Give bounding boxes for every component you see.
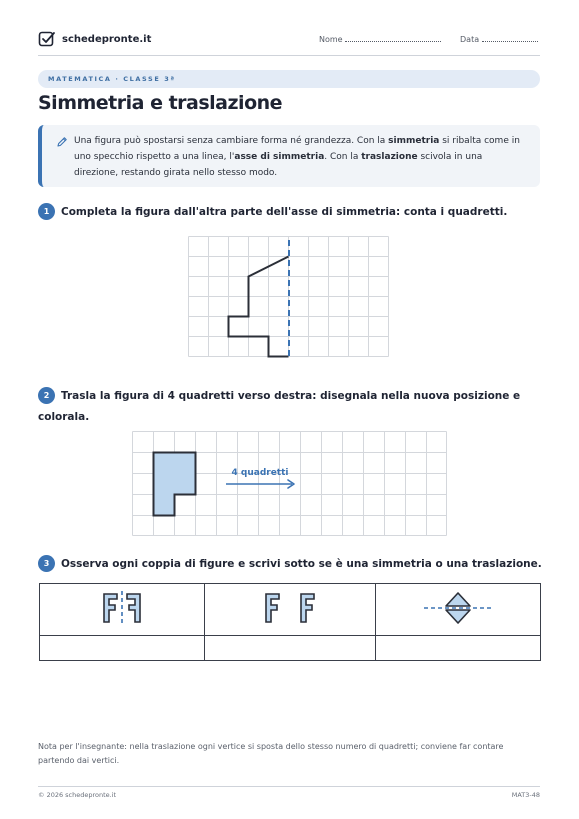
intro-text-2: si ribalta come in uno specchio rispetto a una linea, l': [74, 136, 520, 162]
question-text: Completa la figura dall'altra parte dell'asse di simmetria: conta i quadretti.: [61, 206, 508, 218]
brand-name: schedepronte.it: [62, 33, 152, 45]
translation-grid[interactable]: [132, 431, 448, 537]
page-header: [38, 30, 540, 56]
date-field[interactable]: [460, 35, 538, 44]
question-number: 3: [38, 555, 55, 572]
intro-bold-asse: asse di simmetria: [234, 152, 325, 162]
pair-3-cell: [376, 584, 541, 636]
subject-bar: MATEMATICA · CLASSE 3ª: [38, 70, 540, 88]
translated-f-pair: [255, 588, 325, 628]
question-1: [38, 202, 543, 223]
intro-text-4: scivola in una direzione, restando girata nello stesso modo.: [74, 152, 483, 178]
pencil-icon: [56, 136, 68, 148]
question-number: 1: [38, 203, 55, 220]
checkbox-icon: [38, 30, 56, 48]
comparison-table: [39, 583, 541, 661]
name-label: Nome: [319, 35, 343, 44]
pair-2-cell: [205, 584, 376, 636]
intro-text-3: . Con la: [324, 152, 362, 162]
question-3: [38, 554, 543, 575]
page-title: Simmetria e traslazione: [38, 92, 283, 114]
date-label: Data: [460, 35, 480, 44]
answer-cell-3[interactable]: [376, 636, 541, 661]
brand-logo: [38, 30, 151, 48]
copyright: © 2026 schedepronte.it: [38, 791, 117, 799]
question-number: 2: [38, 387, 55, 404]
intro-bold-traslazione: traslazione: [361, 152, 418, 162]
name-blank[interactable]: [345, 35, 441, 42]
intro-bold-simmetria: simmetria: [388, 136, 440, 146]
mirror-triangle-pair: [418, 588, 498, 628]
teacher-note: Nota per l'insegnante: nella traslazione ogni vertice si sposta dello stesso numero di quadretti; conviene far contare partendo dai vertici.: [38, 742, 504, 765]
symmetry-grid[interactable]: [188, 236, 391, 359]
page-footer: [38, 786, 540, 799]
answer-cell-2[interactable]: [205, 636, 376, 661]
figure-to-translate: [154, 453, 196, 516]
intro-note: [38, 125, 540, 187]
name-field[interactable]: [319, 35, 441, 44]
answer-cell-1[interactable]: [40, 636, 205, 661]
intro-text-1: Una figura può spostarsi senza cambiare forma né grandezza. Con la: [74, 136, 389, 146]
mirror-f-pair: [92, 588, 152, 628]
pair-1-cell: [40, 584, 205, 636]
question-2: [38, 386, 543, 428]
half-figure: [229, 257, 289, 357]
date-blank[interactable]: [482, 35, 538, 42]
arrow-label: 4 quadretti: [231, 468, 289, 478]
question-text: Osserva ogni coppia di figure e scrivi sotto se è una simmetria o una traslazione.: [61, 558, 542, 570]
question-text: Trasla la figura di 4 quadretti verso destra: disegnala nella nuova posizione e colorala.: [38, 390, 521, 423]
worksheet-code: MAT3-48: [511, 791, 540, 799]
